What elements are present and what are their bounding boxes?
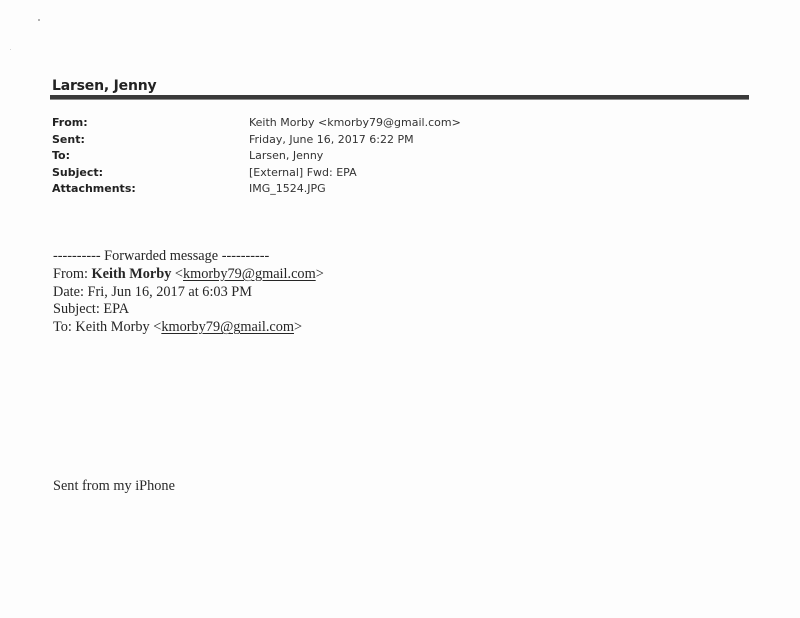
mailbox-owner-name: Larsen, Jenny (52, 78, 157, 94)
scan-speck (10, 49, 11, 50)
forwarded-from-email-link[interactable]: kmorby79@gmail.com (183, 265, 316, 282)
email-signature: Sent from my iPhone (53, 478, 175, 494)
header-label: From: (52, 116, 88, 129)
header-row-subject (52, 165, 612, 182)
header-value-from: Keith Morby <kmorby79@gmail.com> (249, 116, 461, 129)
forwarded-to-bracket-close: > (294, 319, 303, 336)
forwarded-to-label: To: Keith Morby < (53, 319, 162, 336)
forwarded-from-label: From: (53, 265, 92, 282)
header-label: Attachments: (52, 182, 136, 195)
forwarded-date-line: Date: Fri, Jun 16, 2017 at 6:03 PM (53, 283, 252, 300)
header-row-to (52, 148, 612, 165)
forwarded-from-line (53, 266, 324, 284)
forwarded-from-name: Keith Morby (91, 265, 172, 282)
header-row-attachments (52, 181, 612, 198)
header-row-sent (52, 132, 612, 149)
header-label: To: (52, 149, 70, 162)
email-header-fields (52, 115, 612, 198)
forwarded-from-bracket-close: > (315, 265, 324, 282)
header-label: Subject: (52, 165, 104, 179)
header-label: Sent: (52, 132, 85, 146)
header-divider (50, 95, 749, 100)
attachment-filename: IMG_1524.JPG (249, 182, 326, 195)
header-value-subject: [External] Fwd: EPA (249, 165, 357, 179)
forwarded-to-line (53, 319, 324, 337)
forwarded-from-bracket: < (171, 265, 183, 282)
header-value-sent: Friday, June 16, 2017 6:22 PM (249, 132, 414, 146)
header-value-to: Larsen, Jenny (249, 149, 324, 162)
forwarded-to-email-link[interactable]: kmorby79@gmail.com (161, 319, 295, 336)
scan-speck (38, 19, 40, 21)
forwarded-divider: ---------- Forwarded message ---------- (53, 248, 270, 264)
forwarded-message (53, 248, 324, 337)
forwarded-subject-line: Subject: EPA (53, 301, 130, 318)
header-row-from (52, 115, 612, 132)
